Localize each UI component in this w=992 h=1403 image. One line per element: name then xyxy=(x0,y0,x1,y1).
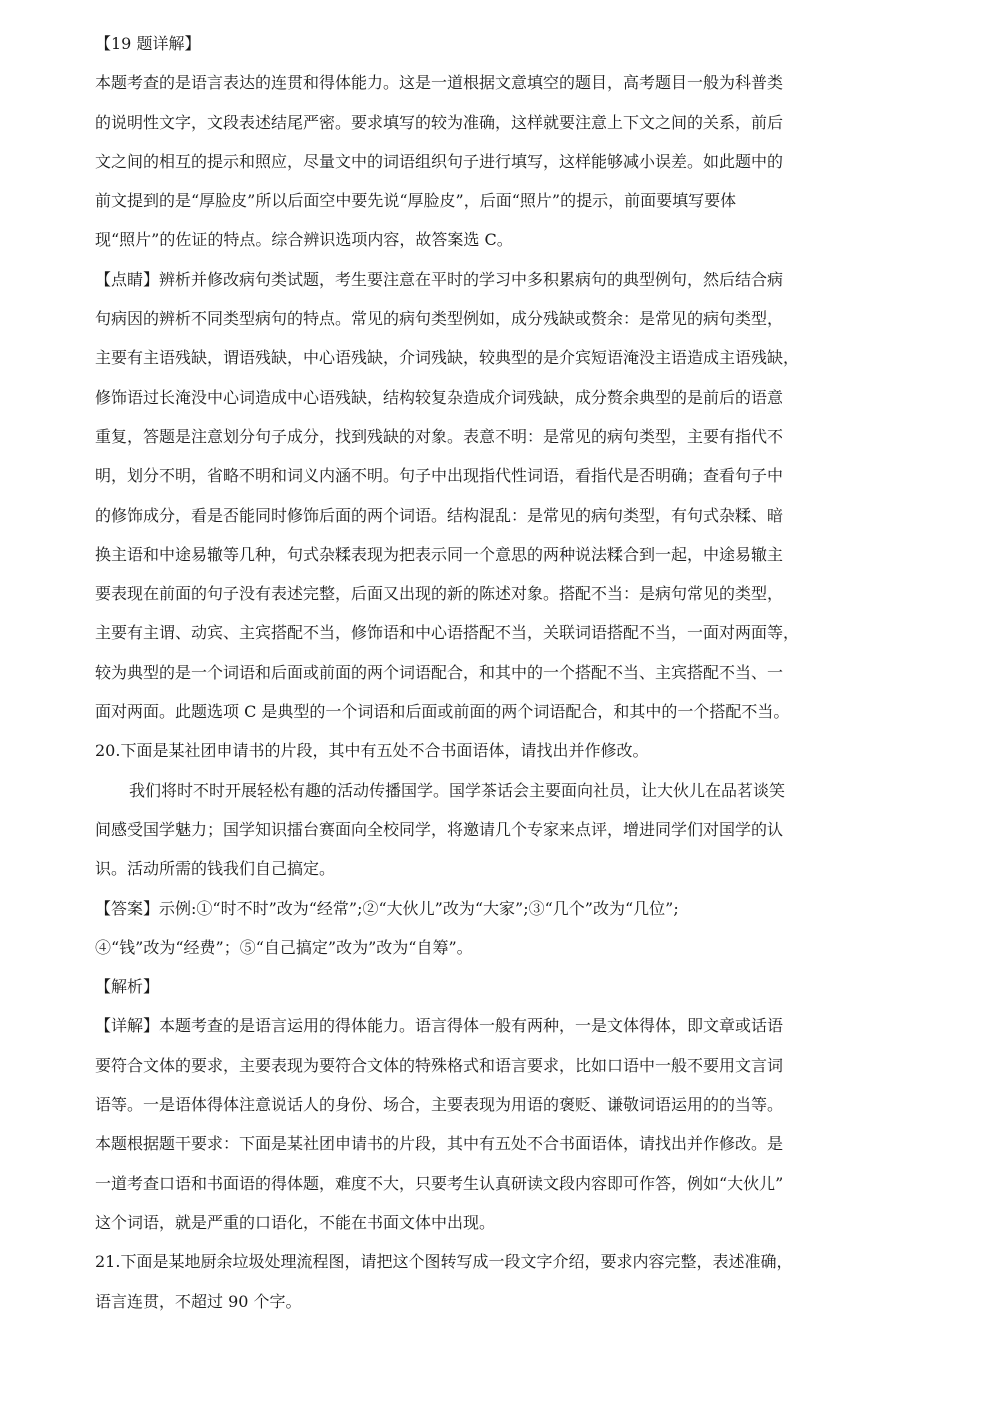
text-line: 文之间的相互的提示和照应，尽量文中的词语组织句子进行填写，这样能够减小误差。如此题中的 xyxy=(95,151,784,171)
question-20: 20.下面是某社团申请书的片段，其中有五处不合书面语体，请找出并作修改。 xyxy=(95,741,649,761)
detail-line: 这个词语，就是严重的口语化，不能在书面文体中出现。 xyxy=(95,1212,496,1232)
text-line: 的说明性文字，文段表述结尾严密。要求填写的较为准确，这样就要注意上下文之间的关系，前后 xyxy=(95,112,784,132)
detail-line: 本题根据题干要求：下面是某社团申请书的片段，其中有五处不合书面语体，请找出并作修改。是 xyxy=(95,1134,784,1154)
question-21-cont: 语言连贯，不超过 90 个字。 xyxy=(95,1291,302,1311)
passage-line: 间感受国学魅力；国学知识擂台赛面向全校同学，将邀请几个专家来点评，增进同学们对国学的认 xyxy=(95,819,784,839)
text-line: 本题考查的是语言表达的连贯和得体能力。这是一道根据文意填空的题目，高考题目一般为科普类 xyxy=(95,73,784,93)
text-line: 现“照片”的佐证的特点。综合辨识选项内容，故答案选 C。 xyxy=(95,230,513,250)
section-heading-19: 【19 题详解】 xyxy=(95,34,201,53)
passage-line: 识。活动所需的钱我们自己搞定。 xyxy=(95,859,336,879)
tip-heading-line: 【点睛】辨析并修改病句类试题，考生要注意在平时的学习中多积累病句的典型例句，然后结合病 xyxy=(95,269,784,289)
document-page xyxy=(95,24,855,1321)
text-line: 修饰语过长淹没中心词造成中心语残缺，结构较复杂造成介词残缺，成分赘余典型的是前后的语意 xyxy=(95,387,784,407)
text-line: 较为典型的是一个词语和后面或前面的两个词语配合，和其中的一个搭配不当、主宾搭配不当、一 xyxy=(95,662,784,682)
text-line: 主要有主谓、动宾、主宾搭配不当，修饰语和中心语搭配不当，关联词语搭配不当，一面对两面等， xyxy=(95,623,800,643)
passage-line: 我们将时不时开展轻松有趣的活动传播国学。国学茶话会主要面向社员，让大伙儿在品茗谈笑 xyxy=(129,780,786,800)
text-line: 主要有主语残缺，谓语残缺，中心语残缺，介词残缺，较典型的是介宾短语淹没主语造成主语残缺， xyxy=(95,348,800,368)
analysis-heading: 【解析】 xyxy=(95,977,160,997)
text-line: 换主语和中途易辙等几种，句式杂糅表现为把表示同一个意思的两种说法糅合到一起，中途易辙主 xyxy=(95,544,784,564)
text-line: 前文提到的是“厚脸皮”所以后面空中要先说“厚脸皮”，后面“照片”的提示，前面要填写要体 xyxy=(95,191,737,211)
detail-line: 一道考查口语和书面语的得体题，难度不大，只要考生认真研读文段内容即可作答，例如“大伙儿” xyxy=(95,1173,784,1193)
detail-line: 要符合文体的要求，主要表现为要符合文体的特殊格式和语言要求，比如口语中一般不要用文言词 xyxy=(95,1055,784,1075)
text-line: 面对两面。此题选项 C 是典型的一个词语和后面或前面的两个词语配合，和其中的一个搭配不当。 xyxy=(95,702,790,722)
text-line: 重复，答题是注意划分句子成分，找到残缺的对象。表意不明：是常见的病句类型，主要有指代不 xyxy=(95,426,784,446)
text-line: 明，划分不明，省略不明和词义内涵不明。句子中出现指代性词语，看指代是否明确；查看句子中 xyxy=(95,466,784,486)
text-line: 的修饰成分，看是否能同时修饰后面的两个词语。结构混乱：是常见的病句类型，有句式杂糅、暗 xyxy=(95,505,784,525)
detail-line: 语等。一是语体得体注意说话人的身份、场合，主要表现为用语的褒贬、谦敬词语运用的的当等。 xyxy=(95,1095,784,1115)
question-21: 21.下面是某地厨余垃圾处理流程图，请把这个图转写成一段文字介绍，要求内容完整，表述准确， xyxy=(95,1252,793,1272)
text-line: 句病因的辨析不同类型病句的特点。常见的病句类型例如，成分残缺或赘余：是常见的病句类型， xyxy=(95,309,784,329)
text-line: 要表现在前面的句子没有表述完整，后面又出现的新的陈述对象。搭配不当：是病句常见的类型， xyxy=(95,584,784,604)
answer-line: 【答案】示例:①“时不时”改为“经常”;②“大伙儿”改为“大家”;③“几个”改为“几位”; xyxy=(95,898,679,918)
answer-line: ④“钱”改为“经费”；⑤“自己搞定”改为”改为“自筹”。 xyxy=(95,937,473,957)
detail-line: 【详解】本题考查的是语言运用的得体能力。语言得体一般有两种，一是文体得体，即文章或话语 xyxy=(95,1016,784,1036)
